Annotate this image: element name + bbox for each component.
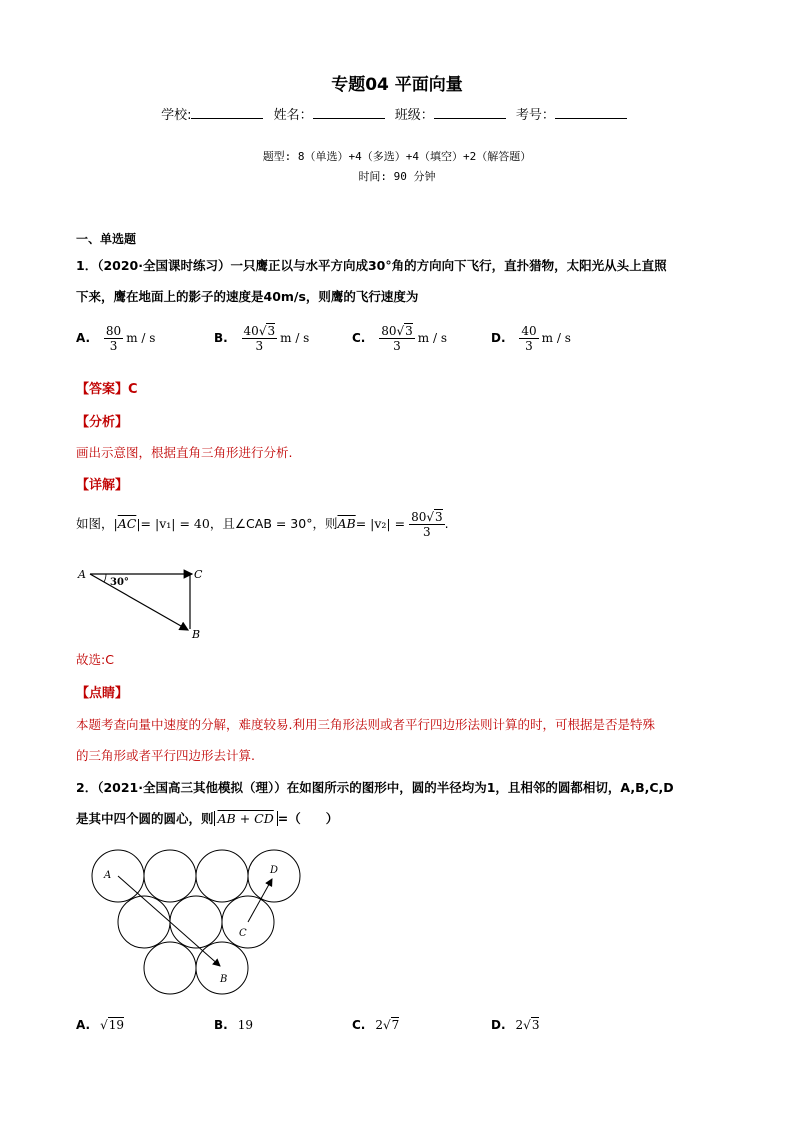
name-label: 姓名： <box>273 108 313 123</box>
q1-comment-tag: 【点睛】 <box>76 686 129 701</box>
q2-stem-line1: 2．（2021·全国高三其他模拟（理））在如图所示的图形中，圆的半径均为1，且相邻的圆都相切，A,B,C,D <box>76 780 674 795</box>
school-label: 学校: <box>161 108 192 123</box>
q1-comment-line1: 本题考查向量中速度的分解，难度较易.利用三角形法则或者平行四边形法则计算的时，可根据是否是特殊 <box>76 717 655 732</box>
label-c: C <box>194 568 203 581</box>
q1-stem-line2: 下来，鹰在地面上的影子的速度是40m/s，则鹰的飞行速度为 <box>76 289 419 304</box>
q2-option-a: A. √19 <box>76 1018 125 1032</box>
q1-option-a: A. $\frac{80}{3}$ m / s <box>76 324 156 353</box>
label-b: B <box>220 974 228 985</box>
q1-detail-tag: 【详解】 <box>76 478 129 493</box>
section-title: 一、单选题 <box>76 232 137 246</box>
q1-analysis-tag: 【分析】 <box>76 415 129 430</box>
circle <box>118 896 170 948</box>
label-d: D <box>270 865 279 876</box>
q1-option-b: B. $\frac{40√3}{3}$ m / s <box>214 324 310 353</box>
angle-arc <box>104 574 106 582</box>
school-blank <box>191 106 263 119</box>
q2-option-c: C. 2√7 <box>352 1018 400 1032</box>
circle <box>248 850 300 902</box>
class-label: 班级： <box>394 108 434 123</box>
circle <box>144 850 196 902</box>
q2-stem-line2: 是其中四个圆的圆心，则 AB + CD =（ ） <box>76 811 339 826</box>
label-a: A <box>78 568 86 581</box>
question-types: 题型: 8（单选）+4（多选）+4（填空）+2（解答题） <box>262 150 532 163</box>
q1-choose: 故选:C <box>76 652 114 667</box>
q2-circles-figure <box>88 846 310 1001</box>
q1-option-d: D. $\frac{40}{3}$ m / s <box>491 324 571 353</box>
student-info-line <box>0 104 794 123</box>
name-blank <box>313 106 385 119</box>
exam-no-label: 考号： <box>515 108 555 123</box>
q2-option-b: B. 19 <box>214 1018 253 1032</box>
vector-ab <box>118 876 220 966</box>
circle <box>144 942 196 994</box>
q1-detail-equation: 如图，$|\overline{AC}|= |v_1| = 40$，且∠CAB = 30°，则$\overline{AB}= |v_2|$ = $\frac{80√3}{3}$ . <box>76 510 449 539</box>
page-title: 专题04 平面向量 <box>331 75 463 95</box>
class-blank <box>434 106 506 119</box>
circle <box>170 896 222 948</box>
label-c: C <box>239 928 247 939</box>
q2-option-d: D. 2√3 <box>491 1018 540 1032</box>
vector-ab <box>90 574 188 630</box>
q1-option-c: C. $\frac{80√3}{3}$ m / s <box>352 324 447 353</box>
vector-cd <box>248 879 272 922</box>
label-angle: 30° <box>110 577 129 588</box>
exam-no-blank <box>555 106 627 119</box>
circle <box>196 942 248 994</box>
label-b: B <box>192 628 201 641</box>
q1-stem-line1: 1．（2020·全国课时练习）一只鹰正以与水平方向成30°角的方向向下飞行，直扑猎物，太阳光从头上直照 <box>76 258 667 273</box>
label-a: A <box>104 870 112 881</box>
q1-analysis-text: 画出示意图，根据直角三角形进行分析. <box>76 445 293 460</box>
circle <box>196 850 248 902</box>
q1-answer: 【答案】C <box>76 382 138 397</box>
exam-time: 时间: 90 分钟 <box>358 170 436 183</box>
q1-comment-line2: 的三角形或者平行四边形去计算. <box>76 748 255 763</box>
q1-triangle-figure <box>76 563 216 643</box>
